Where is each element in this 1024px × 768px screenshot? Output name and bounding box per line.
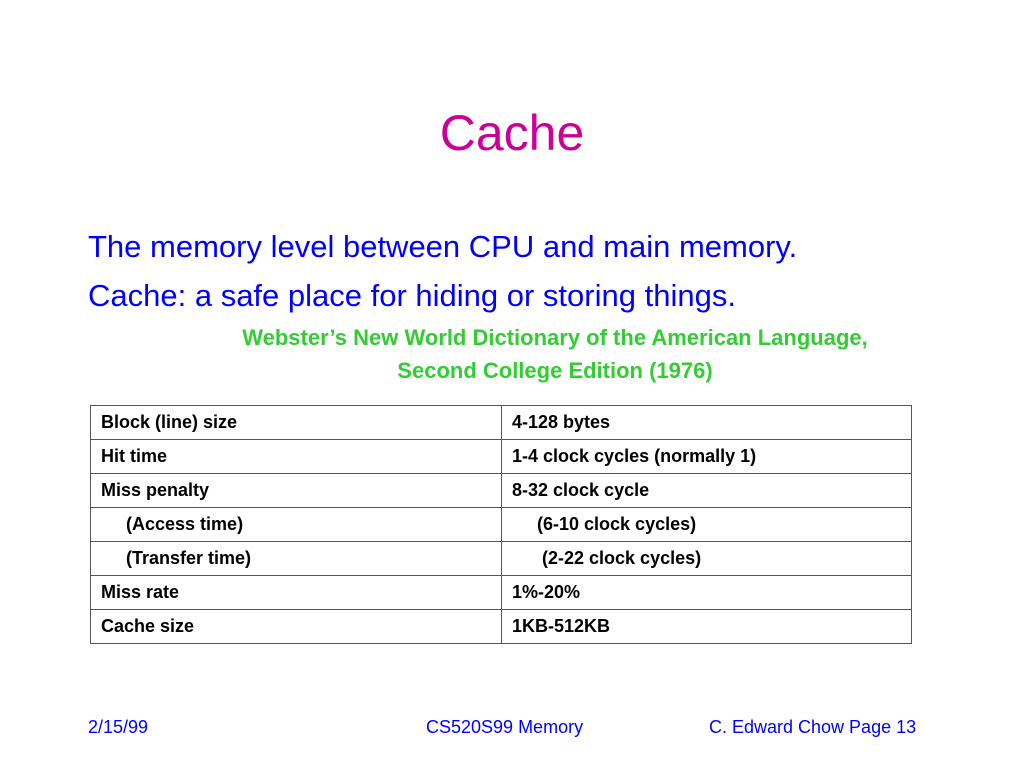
table-row <box>91 542 912 576</box>
table-row <box>91 474 912 508</box>
value-cell: 1%-20% <box>502 576 912 610</box>
footer-author-page: C. Edward Chow Page 13 <box>709 717 917 737</box>
slide-title: Cache <box>439 105 585 161</box>
cache-parameters-table <box>90 405 912 644</box>
parameter-cell: Miss rate <box>91 576 502 610</box>
parameter-cell: (Transfer time) <box>91 542 502 576</box>
parameter-cell: Miss penalty <box>91 474 502 508</box>
definition-line: The memory level between CPU and main memory. <box>88 229 798 264</box>
table-row <box>91 406 912 440</box>
dictionary-definition-line: Cache: a safe place for hiding or storing things. <box>88 278 736 313</box>
parameter-cell: (Access time) <box>91 508 502 542</box>
value-cell: 4-128 bytes <box>502 406 912 440</box>
parameter-cell: Block (line) size <box>91 406 502 440</box>
value-cell: 1-4 clock cycles (normally 1) <box>502 440 912 474</box>
citation-line-2: Second College Edition (1976) <box>397 358 713 383</box>
table-row <box>91 576 912 610</box>
value-cell: (2-22 clock cycles) <box>502 542 912 576</box>
value-cell: (6-10 clock cycles) <box>502 508 912 542</box>
footer-date: 2/15/99 <box>88 717 149 737</box>
value-cell: 1KB-512KB <box>502 610 912 644</box>
table-row <box>91 508 912 542</box>
value-cell: 8-32 clock cycle <box>502 474 912 508</box>
citation-line-1: Webster’s New World Dictionary of the American Language, <box>242 325 868 350</box>
table-row <box>91 440 912 474</box>
parameter-cell: Cache size <box>91 610 502 644</box>
table-row <box>91 610 912 644</box>
footer-course: CS520S99 Memory <box>426 717 584 737</box>
parameter-cell: Hit time <box>91 440 502 474</box>
